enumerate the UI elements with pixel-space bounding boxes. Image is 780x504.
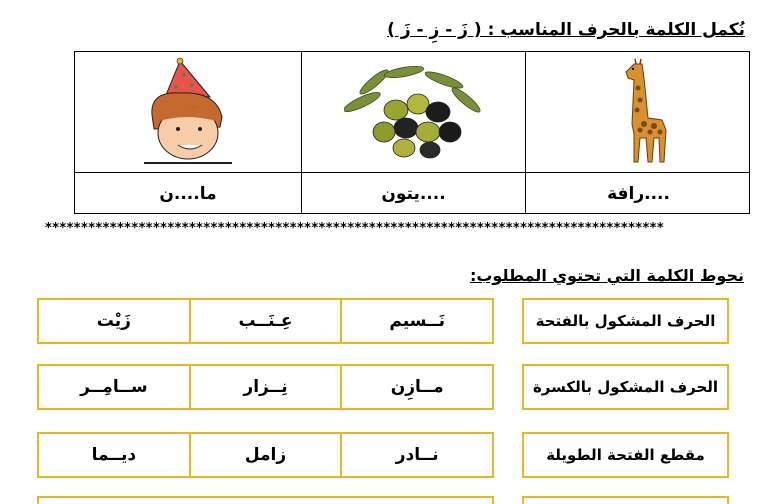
- word-choice[interactable]: نِــزار: [189, 366, 341, 408]
- exercise1-instruction: نُكمل الكلمة بالحرف المناسب : ( زَ - زِ - زَ ): [387, 20, 745, 40]
- word-giraffe: ....رافة: [607, 184, 670, 204]
- word-choice-row: [37, 432, 494, 478]
- row-label-partial: [522, 496, 729, 504]
- word-choice-row: [37, 364, 494, 410]
- word-choice[interactable]: نَــسيم: [340, 300, 492, 342]
- word-choice[interactable]: عِـنَــب: [189, 300, 341, 342]
- word-choice[interactable]: ســامِــر: [80, 377, 148, 397]
- picture-word-table: [74, 51, 750, 214]
- row-label: الحرف المشكول بالفتحة: [522, 298, 729, 344]
- separator-line: **************************************************************************************: [45, 222, 665, 236]
- row-label: الحرف المشكول بالكسرة: [522, 364, 729, 410]
- row-label: مقطع الفتحة الطويلة: [522, 432, 729, 478]
- word-choice[interactable]: ديــما: [91, 445, 137, 465]
- word-choice[interactable]: نــادر: [340, 434, 492, 476]
- olives-picture: [302, 52, 525, 172]
- word-choice[interactable]: مــازِن: [340, 366, 492, 408]
- word-choice-row: [37, 298, 494, 344]
- giraffe-picture: [526, 52, 751, 172]
- word-boy: ما....ن: [159, 184, 217, 204]
- boy-picture: [75, 52, 301, 172]
- word-olives: ....يتون: [381, 184, 446, 204]
- word-choice-row-partial: [37, 496, 494, 504]
- word-choice[interactable]: زَيْت: [96, 311, 131, 331]
- exercise2-instruction: نحوط الكلمة التي تحتوي المطلوب:: [469, 266, 744, 285]
- word-choice[interactable]: زامل: [189, 434, 341, 476]
